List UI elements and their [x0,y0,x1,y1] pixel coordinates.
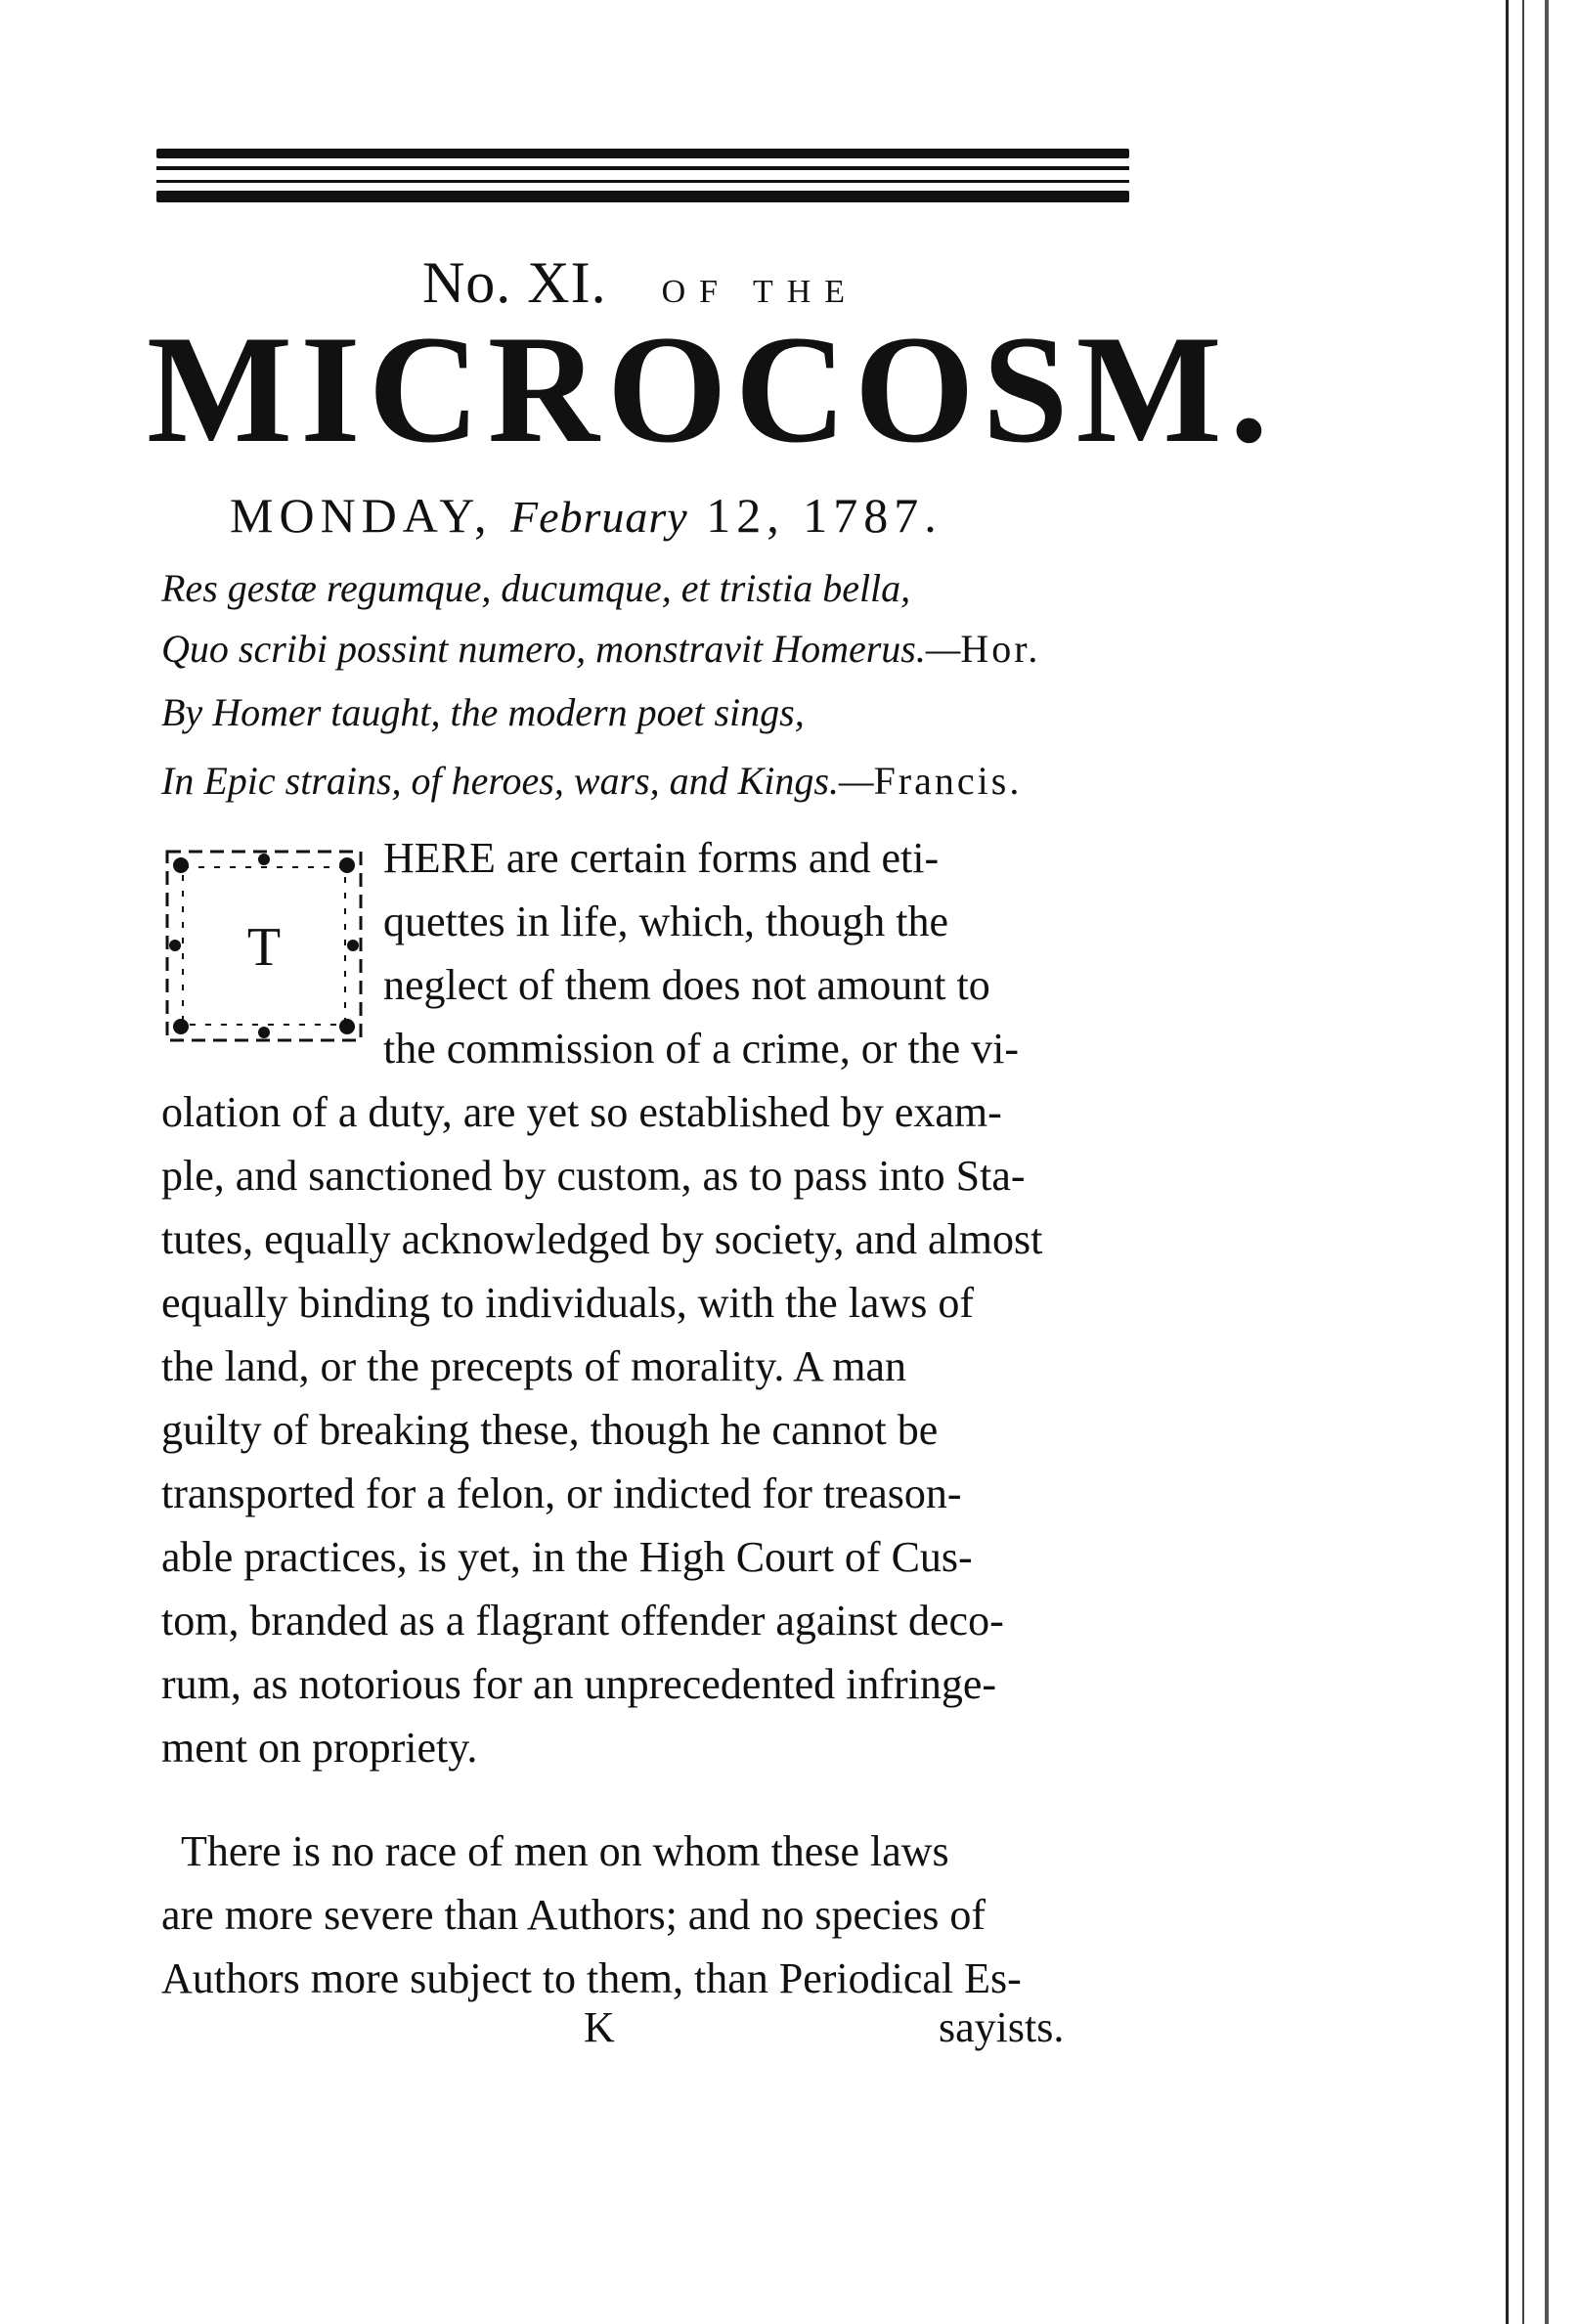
binding-edge-inner [1545,0,1549,2324]
of-the-label: OF THE [661,274,859,310]
dropcap-frame-icon [161,846,367,1046]
epigraph-latin-2 [161,626,1139,672]
catchword: sayists. [939,2003,1065,2051]
body-line: tutes, equally acknowledged by society, and almost [161,1215,1043,1263]
body-line: the commission of a crime, or the vi- [383,1025,1020,1073]
binding-edge [1506,0,1524,2324]
body-line: are more severe than Authors; and no species of [161,1891,986,1939]
dropcap-letter: T [246,917,282,978]
year: 1787. [803,488,942,543]
top-ornament-rules [156,149,1129,202]
body-line: quettes in life, which, though the [383,898,948,945]
body-line: the land, or the precepts of morality. A man [161,1342,907,1390]
epigraph-english-1: By Homer taught, the modern poet sings, [161,690,805,734]
body-line: ment on propriety. [161,1724,478,1772]
body-line: There is no race of men on whom these laws [181,1827,949,1875]
body-line: olation of a duty, are yet so established by exam- [161,1088,1002,1136]
epigraph-english-2 [161,758,1139,804]
issue-number: No. XI. [421,250,607,315]
day: 12, [706,488,785,543]
signature-mark: K [584,2003,615,2051]
date-line [230,487,1110,544]
epigraph-latin-attribution: Hor. [960,627,1041,671]
epigraph-latin-2-text: Quo scribi possint numero, monstravit Homerus.— [161,627,961,671]
body-line: ple, and sanctioned by custom, as to pass into Sta- [161,1152,1026,1200]
epigraph-english-attribution: Francis. [873,759,1023,803]
body-line: HERE are certain forms and eti- [383,834,940,882]
body-line: tom, branded as a flagrant offender against deco- [161,1597,1004,1644]
body-line: Authors more subject to them, than Periodical Es- [161,1954,1022,2002]
epigraph-english-2-text: In Epic strains, of heroes, wars, and Kings.— [161,759,874,803]
body-line: able practices, is yet, in the High Court of Cus- [161,1533,973,1581]
weekday: MONDAY, [230,488,493,543]
dropcap-ornament [161,846,367,1046]
body-line: neglect of them does not amount to [383,961,990,1009]
body-line: guilty of breaking these, though he cannot be [161,1406,939,1454]
publication-title: MICROCOSM. [147,304,1277,475]
body-line: rum, as notorious for an unprecedented infringe- [161,1660,997,1708]
epigraph-latin-1: Res gestæ regumque, ducumque, et tristia bella, [161,566,911,610]
month: February [509,492,688,542]
body-line: transported for a felon, or indicted for treason- [161,1469,962,1517]
body-line: equally binding to individuals, with the laws of [161,1279,975,1327]
